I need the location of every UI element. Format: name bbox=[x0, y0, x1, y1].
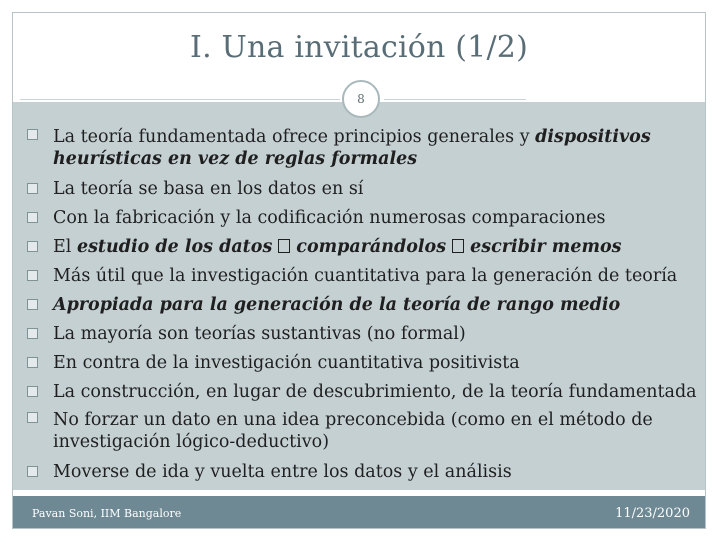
bullet-emphasis: Apropiada para la generación de la teoría de rango medio bbox=[53, 295, 621, 315]
square-bullet-icon bbox=[27, 299, 38, 310]
title-divider-right bbox=[384, 99, 526, 100]
replacement-box-icon bbox=[278, 239, 290, 253]
list-item bbox=[27, 458, 697, 487]
list-item bbox=[27, 407, 697, 458]
bullet-text: La teoría fundamentada ofrece principios generales y bbox=[53, 127, 536, 147]
square-bullet-icon bbox=[27, 212, 38, 223]
slide-title: I. Una invitación (1/2) bbox=[190, 30, 528, 65]
square-bullet-icon bbox=[27, 357, 38, 368]
bullet-text: No forzar un dato en una idea preconcebida (como en el método de investigación lógico-deductivo) bbox=[53, 410, 653, 452]
bullet-text: La construcción, en lugar de descubrimiento, de la teoría fundamentada bbox=[53, 382, 697, 402]
list-item bbox=[27, 320, 697, 349]
footer-author: Pavan Soni, IIM Bangalore bbox=[32, 507, 182, 520]
list-item bbox=[27, 233, 697, 262]
bullet-list bbox=[27, 124, 697, 487]
bullet-text: Con la fabricación y la codificación numerosas comparaciones bbox=[53, 208, 606, 228]
title-divider-left bbox=[20, 99, 340, 100]
square-bullet-icon bbox=[27, 412, 38, 423]
bullet-emphasis: comparándolos bbox=[296, 237, 447, 257]
square-bullet-icon bbox=[27, 129, 38, 140]
replacement-box-icon bbox=[452, 239, 464, 253]
bullet-text: La teoría se basa en los datos en sí bbox=[53, 179, 364, 199]
bullet-text: La mayoría son teorías sustantivas (no formal) bbox=[53, 324, 466, 344]
square-bullet-icon bbox=[27, 328, 38, 339]
bullet-emphasis: estudio de los datos bbox=[76, 237, 273, 257]
square-bullet-icon bbox=[27, 466, 38, 477]
list-item bbox=[27, 349, 697, 378]
slide-number: 8 bbox=[342, 80, 380, 118]
square-bullet-icon bbox=[27, 183, 38, 194]
square-bullet-icon bbox=[27, 386, 38, 397]
list-item bbox=[27, 124, 697, 175]
bullet-text: Moverse de ida y vuelta entre los datos y el análisis bbox=[53, 462, 512, 482]
square-bullet-icon bbox=[27, 241, 38, 252]
bullet-text: Más útil que la investigación cuantitativa para la generación de teoría bbox=[53, 266, 678, 286]
bullet-emphasis: dispositivos heurísticas en vez de reglas formales bbox=[53, 127, 651, 169]
footer-date: 11/23/2020 bbox=[615, 506, 690, 521]
bullet-text: El bbox=[53, 237, 77, 257]
bullet-emphasis: escribir memos bbox=[470, 237, 622, 257]
bullet-text: En contra de la investigación cuantitativa positivista bbox=[53, 353, 520, 373]
list-item bbox=[27, 262, 697, 291]
list-item bbox=[27, 378, 697, 407]
list-item bbox=[27, 204, 697, 233]
list-item bbox=[27, 175, 697, 204]
square-bullet-icon bbox=[27, 270, 38, 281]
list-item bbox=[27, 291, 697, 320]
